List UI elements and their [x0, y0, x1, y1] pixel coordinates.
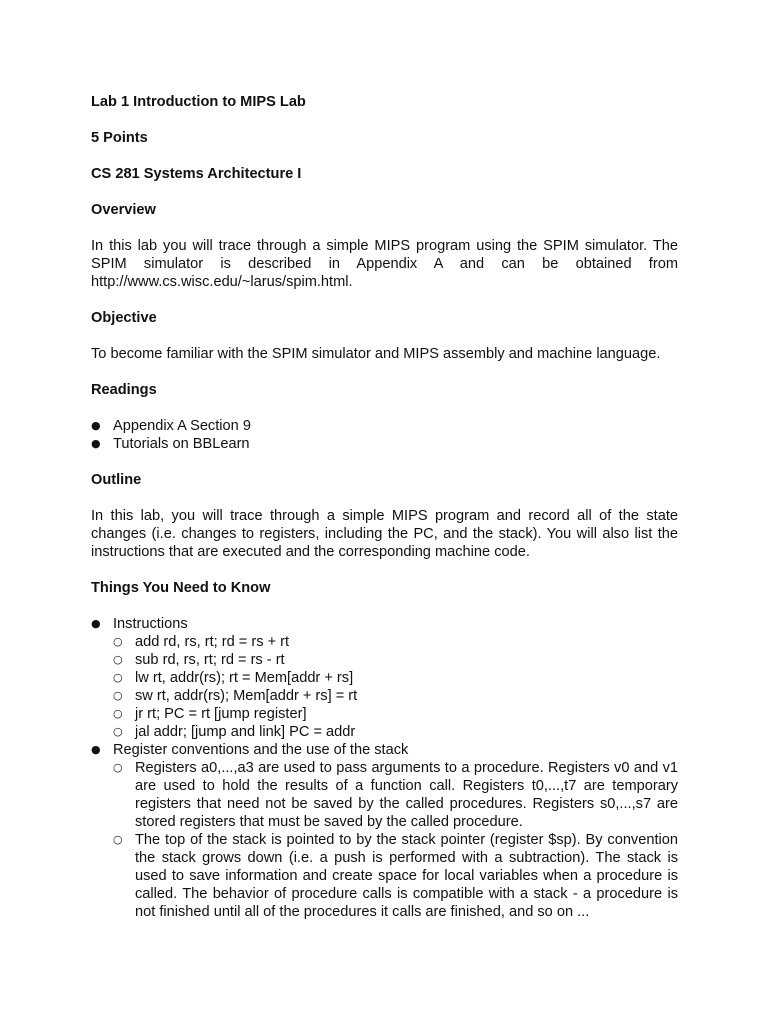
list-item [91, 741, 678, 921]
sublist-item: ○ sw rt, addr(rs); Mem[addr + rs] = rt [113, 687, 678, 705]
outline-heading: Outline [91, 472, 142, 488]
things-list [91, 615, 678, 921]
sublist-item: ○ The top of the stack is pointed to by the stack pointer (register $sp). By convention the stack grows down (i.e. a push is performed with a subtraction). The stack is used to save information and create space for local variables when a procedure is called. The behavior of procedure calls is compatible with a stack - a procedure is not finished until all of the procedures it calls are finished, and so on ... [113, 831, 678, 921]
sublist-item: ○ lw rt, addr(rs); rt = Mem[addr + rs] [113, 669, 678, 687]
sublist-item: ○ sub rd, rs, rt; rd = rs - rt [113, 651, 678, 669]
document-body [91, 93, 678, 921]
course-name: CS 281 Systems Architecture I [91, 166, 302, 182]
overview-heading: Overview [91, 202, 156, 218]
list-item: ● Appendix A Section 9 [91, 417, 678, 435]
points-label: 5 Points [91, 130, 148, 146]
objective-text: To become familiar with the SPIM simulator and MIPS assembly and machine language. [91, 346, 661, 362]
doc-title: Lab 1 Introduction to MIPS Lab [91, 94, 306, 110]
readings-list [91, 417, 678, 453]
readings-heading: Readings [91, 382, 157, 398]
things-heading: Things You Need to Know [91, 580, 271, 596]
list-item: ● Tutorials on BBLearn [91, 435, 678, 453]
list-item-label: Instructions [113, 616, 188, 632]
list-item [91, 615, 678, 741]
objective-heading: Objective [91, 310, 157, 326]
sublist-item: ○ add rd, rs, rt; rd = rs + rt [113, 633, 678, 651]
sublist-item: ○ jal addr; [jump and link] PC = addr [113, 723, 678, 741]
register-sublist [113, 759, 678, 921]
list-item-label: Register conventions and the use of the stack [113, 742, 409, 758]
sublist-item: ○ Registers a0,...,a3 are used to pass arguments to a procedure. Registers v0 and v1 are used to hold the results of a function call. Registers t0,...,t7 are temporary registers that need not be saved by the called procedures. Registers s0,...,s7 are stored registers that must be saved by the called procedure. [113, 759, 678, 831]
outline-text: In this lab, you will trace through a simple MIPS program and record all of the state changes (i.e. changes to registers, including the PC, and the stack). You will also list the instructions that are executed and the corresponding machine code. [91, 508, 678, 560]
instructions-sublist [113, 633, 678, 741]
sublist-item: ○ jr rt; PC = rt [jump register] [113, 705, 678, 723]
overview-text: In this lab you will trace through a simple MIPS program using the SPIM simulator. The SPIM simulator is described in Appendix A and can be obtained from http://www.cs.wisc.edu/~larus/spim.html. [91, 238, 678, 290]
